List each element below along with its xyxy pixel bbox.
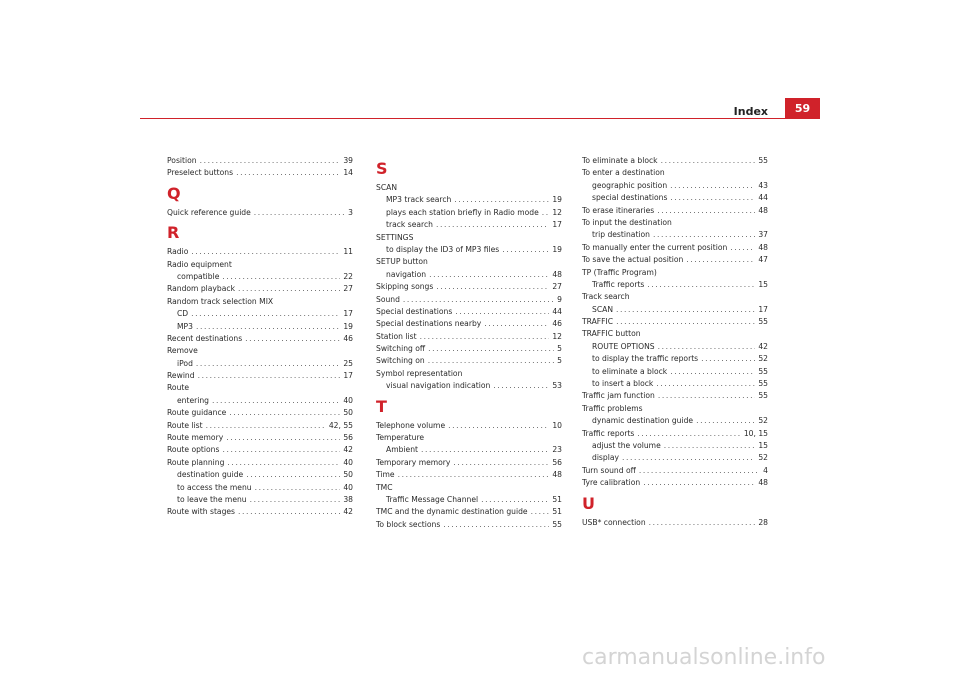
entry-page-number: 40 bbox=[343, 457, 353, 467]
entry-text: Random playback bbox=[167, 284, 235, 294]
entry-text: Skipping songs bbox=[376, 282, 434, 292]
entry-text: to display the ID3 of MP3 files bbox=[386, 244, 500, 254]
index-subentry bbox=[167, 358, 353, 370]
index-subentry bbox=[582, 440, 768, 452]
index-entry bbox=[376, 343, 562, 355]
dot-leader bbox=[658, 390, 756, 402]
entry-text: CD bbox=[177, 309, 189, 319]
dot-leader bbox=[403, 294, 554, 306]
dot-leader bbox=[481, 494, 549, 506]
entry-text: To manually enter the current position bbox=[582, 242, 728, 252]
entry-page-number: 46 bbox=[552, 319, 562, 329]
dot-leader bbox=[191, 308, 340, 320]
entry-page-number: 19 bbox=[343, 321, 353, 331]
dot-leader bbox=[428, 343, 554, 355]
dot-leader bbox=[420, 331, 550, 343]
entry-page-number: 12 bbox=[552, 331, 562, 341]
entry-page-number: 55 bbox=[758, 156, 768, 165]
header-divider bbox=[140, 118, 820, 119]
dot-leader bbox=[198, 370, 341, 382]
dot-leader bbox=[670, 366, 755, 378]
entry-page-number: 17 bbox=[343, 371, 353, 381]
index-subentry bbox=[582, 341, 768, 353]
index-heading bbox=[376, 232, 562, 244]
dot-leader bbox=[670, 180, 755, 192]
dot-leader bbox=[448, 420, 549, 432]
index-subentry bbox=[582, 192, 768, 204]
entry-text: Traffic reports bbox=[582, 428, 635, 438]
entry-page-number: 55 bbox=[552, 519, 562, 529]
index-subentry bbox=[167, 308, 353, 320]
entry-text: Switching off bbox=[376, 344, 426, 354]
index-subentry bbox=[582, 366, 768, 378]
index-heading bbox=[376, 368, 562, 380]
index-entry bbox=[376, 281, 562, 293]
entry-text: MP3 bbox=[177, 321, 193, 331]
index-subentry bbox=[582, 229, 768, 241]
index-entry bbox=[582, 254, 768, 266]
index-heading bbox=[167, 382, 353, 394]
index-heading bbox=[376, 256, 562, 268]
entry-page-number: 11 bbox=[343, 247, 353, 257]
entry-page-number: 56 bbox=[552, 457, 562, 467]
index-entry bbox=[167, 506, 353, 518]
section-letter: R bbox=[167, 223, 180, 243]
dot-leader bbox=[661, 155, 756, 167]
index-heading bbox=[376, 432, 562, 444]
dot-leader bbox=[670, 192, 755, 204]
entry-page-number: 55 bbox=[758, 391, 768, 401]
index-heading-text: TP (Traffic Program) bbox=[582, 267, 657, 277]
entry-page-number: 37 bbox=[758, 230, 768, 240]
index-entry bbox=[582, 316, 768, 328]
entry-page-number: 15 bbox=[758, 279, 768, 289]
entry-page-number: 48 bbox=[758, 242, 768, 252]
entry-text: to leave the menu bbox=[177, 494, 247, 504]
entry-text: to insert a block bbox=[592, 379, 654, 389]
index-heading bbox=[167, 296, 353, 308]
index-subentry bbox=[376, 244, 562, 256]
entry-page-number: 48 bbox=[552, 470, 562, 480]
entry-page-number: 40 bbox=[343, 482, 353, 492]
index-entry bbox=[376, 331, 562, 343]
entry-page-number: 50 bbox=[343, 408, 353, 418]
dot-leader bbox=[238, 506, 340, 518]
dot-leader bbox=[616, 316, 755, 328]
index-heading-text: Track search bbox=[582, 292, 630, 302]
entry-page-number: 27 bbox=[552, 282, 562, 292]
index-entry bbox=[376, 506, 562, 518]
entry-page-number: 52 bbox=[758, 453, 768, 463]
entry-page-number: 42, 55 bbox=[328, 420, 353, 430]
index-subentry bbox=[376, 194, 562, 206]
watermark-text: carmanualsonline.info bbox=[582, 645, 826, 670]
entry-page-number: 55 bbox=[758, 366, 768, 376]
index-heading-text: TMC bbox=[376, 482, 393, 492]
entry-text: Traffic reports bbox=[592, 279, 645, 289]
entry-page-number: 10, 15 bbox=[743, 428, 768, 438]
entry-page-number: 14 bbox=[343, 168, 353, 178]
index-column-2 bbox=[376, 155, 562, 531]
dot-leader bbox=[250, 494, 341, 506]
entry-text: USB* connection bbox=[582, 517, 646, 527]
index-heading-text: Symbol representation bbox=[376, 368, 463, 378]
entry-page-number: 42 bbox=[758, 341, 768, 351]
entry-page-number: 48 bbox=[758, 205, 768, 215]
entry-text: display bbox=[592, 453, 619, 463]
index-entry bbox=[167, 370, 353, 382]
index-heading-text: Traffic problems bbox=[582, 403, 643, 413]
entry-text: Recent destinations bbox=[167, 333, 243, 343]
index-subentry bbox=[167, 395, 353, 407]
entry-page-number: 5 bbox=[557, 356, 562, 366]
entry-text: TRAFFIC bbox=[582, 317, 614, 327]
index-subentry bbox=[167, 321, 353, 333]
dot-leader bbox=[222, 444, 340, 456]
index-entry bbox=[582, 428, 768, 440]
entry-page-number: 38 bbox=[343, 494, 353, 504]
entry-page-number: 17 bbox=[552, 220, 562, 230]
index-subentry bbox=[376, 444, 562, 456]
entry-text: Route guidance bbox=[167, 408, 227, 418]
entry-text: To eliminate a block bbox=[582, 156, 658, 165]
dot-leader bbox=[484, 318, 549, 330]
dot-leader bbox=[212, 395, 340, 407]
index-entry bbox=[376, 318, 562, 330]
entry-page-number: 55 bbox=[758, 379, 768, 389]
entry-page-number: 25 bbox=[343, 358, 353, 368]
index-heading-text: To enter a destination bbox=[582, 168, 665, 178]
dot-leader bbox=[191, 246, 340, 258]
entry-text: Radio bbox=[167, 247, 189, 257]
index-entry bbox=[167, 283, 353, 295]
dot-leader bbox=[238, 283, 340, 295]
entry-page-number: 40 bbox=[343, 395, 353, 405]
entry-text: Route memory bbox=[167, 433, 224, 443]
entry-text: to access the menu bbox=[177, 482, 252, 492]
dot-leader bbox=[622, 452, 755, 464]
index-heading-text: To input the destination bbox=[582, 217, 672, 227]
entry-page-number: 19 bbox=[552, 244, 562, 254]
entry-page-number: 46 bbox=[343, 333, 353, 343]
entry-page-number: 9 bbox=[557, 294, 562, 304]
dot-leader bbox=[454, 194, 549, 206]
entry-page-number: 39 bbox=[343, 156, 353, 165]
entry-page-number: 48 bbox=[758, 478, 768, 488]
dot-leader bbox=[647, 279, 755, 291]
entry-text: MP3 track search bbox=[386, 195, 452, 205]
entry-page-number: 52 bbox=[758, 354, 768, 364]
entry-page-number: 53 bbox=[552, 381, 562, 391]
index-heading-text: SETUP button bbox=[376, 257, 428, 267]
index-subentry bbox=[376, 269, 562, 281]
index-heading bbox=[582, 403, 768, 415]
index-subentry bbox=[376, 207, 562, 219]
entry-page-number: 42 bbox=[343, 507, 353, 517]
entry-text: Special destinations bbox=[376, 306, 453, 316]
index-entry bbox=[582, 390, 768, 402]
entry-page-number: 50 bbox=[343, 470, 353, 480]
entry-text: To block sections bbox=[376, 519, 441, 529]
dot-leader bbox=[429, 269, 549, 281]
entry-text: to eliminate a block bbox=[592, 366, 668, 376]
entry-page-number: 47 bbox=[758, 255, 768, 265]
index-heading-text: Temperature bbox=[376, 433, 425, 443]
entry-page-number: 44 bbox=[758, 193, 768, 203]
entry-text: Sound bbox=[376, 294, 400, 304]
entry-text: Traffic Message Channel bbox=[386, 494, 479, 504]
dot-leader bbox=[657, 205, 755, 217]
entry-page-number: 52 bbox=[758, 416, 768, 426]
index-heading bbox=[582, 217, 768, 229]
entry-text: TMC and the dynamic destination guide bbox=[376, 507, 528, 517]
entry-text: iPod bbox=[177, 358, 193, 368]
index-subentry bbox=[582, 304, 768, 316]
dot-leader bbox=[421, 444, 549, 456]
dot-leader bbox=[542, 207, 550, 219]
section-letter: T bbox=[376, 396, 387, 416]
index-entry bbox=[582, 205, 768, 217]
index-subentry bbox=[582, 353, 768, 365]
dot-leader bbox=[436, 281, 549, 293]
entry-text: Switching on bbox=[376, 356, 425, 366]
dot-leader bbox=[428, 355, 554, 367]
entry-text: destination guide bbox=[177, 470, 244, 480]
entry-text: Route options bbox=[167, 445, 220, 455]
entry-text: to display the traffic reports bbox=[592, 354, 699, 364]
entry-page-number: 10 bbox=[552, 420, 562, 430]
dot-leader bbox=[637, 428, 740, 440]
dot-leader bbox=[246, 469, 340, 481]
index-entry bbox=[582, 517, 768, 529]
index-heading-text: TRAFFIC button bbox=[582, 329, 641, 339]
page-header-title: Index bbox=[733, 105, 768, 118]
index-entry bbox=[376, 420, 562, 432]
index-entry bbox=[167, 407, 353, 419]
entry-text: Station list bbox=[376, 331, 417, 341]
entry-page-number: 15 bbox=[758, 440, 768, 450]
index-entry bbox=[167, 432, 353, 444]
dot-leader bbox=[643, 477, 755, 489]
entry-text: To save the actual position bbox=[582, 255, 684, 265]
index-subentry bbox=[376, 494, 562, 506]
dot-leader bbox=[453, 457, 549, 469]
index-entry bbox=[167, 246, 353, 258]
dot-leader bbox=[730, 242, 755, 254]
dot-leader bbox=[229, 407, 340, 419]
index-heading-text: Route bbox=[167, 383, 190, 393]
entry-page-number: 4 bbox=[763, 465, 768, 475]
index-entry bbox=[582, 465, 768, 477]
entry-page-number: 42 bbox=[343, 445, 353, 455]
entry-text: entering bbox=[177, 395, 209, 405]
entry-page-number: 51 bbox=[552, 507, 562, 517]
dot-leader bbox=[616, 304, 755, 316]
entry-text: Rewind bbox=[167, 371, 195, 381]
entry-page-number: 56 bbox=[343, 433, 353, 443]
index-subentry bbox=[167, 494, 353, 506]
entry-text: Preselect buttons bbox=[167, 168, 234, 178]
dot-leader bbox=[196, 321, 340, 333]
dot-leader bbox=[436, 219, 549, 231]
entry-page-number: 5 bbox=[557, 344, 562, 354]
dot-leader bbox=[254, 207, 345, 219]
index-heading bbox=[582, 167, 768, 179]
entry-page-number: 3 bbox=[348, 207, 353, 217]
dot-leader bbox=[664, 440, 756, 452]
entry-text: Special destinations nearby bbox=[376, 319, 482, 329]
page-number-tab: 59 bbox=[785, 98, 820, 118]
dot-leader bbox=[222, 271, 340, 283]
index-subentry bbox=[582, 415, 768, 427]
entry-page-number: 17 bbox=[758, 304, 768, 314]
index-subentry bbox=[167, 482, 353, 494]
index-column-1 bbox=[167, 155, 353, 519]
index-heading bbox=[582, 328, 768, 340]
index-entry bbox=[582, 155, 768, 167]
entry-text: visual navigation indication bbox=[386, 381, 491, 391]
dot-leader bbox=[227, 457, 340, 469]
entry-page-number: 17 bbox=[343, 309, 353, 319]
entry-text: Turn sound off bbox=[582, 465, 636, 475]
dot-leader bbox=[398, 469, 550, 481]
index-entry bbox=[376, 457, 562, 469]
dot-leader bbox=[226, 432, 340, 444]
entry-text: Route list bbox=[167, 420, 203, 430]
index-heading bbox=[376, 482, 562, 494]
dot-leader bbox=[639, 465, 760, 477]
index-heading bbox=[582, 267, 768, 279]
dot-leader bbox=[196, 358, 340, 370]
entry-page-number: 44 bbox=[552, 306, 562, 316]
dot-leader bbox=[455, 306, 549, 318]
section-letter: S bbox=[376, 159, 388, 178]
dot-leader bbox=[236, 167, 340, 179]
index-entry bbox=[376, 294, 562, 306]
entry-page-number: 27 bbox=[343, 284, 353, 294]
index-subentry bbox=[167, 469, 353, 481]
index-entry bbox=[167, 167, 353, 179]
index-heading-text: Random track selection MIX bbox=[167, 296, 274, 306]
dot-leader bbox=[531, 506, 550, 518]
index-entry bbox=[376, 519, 562, 531]
index-column-3 bbox=[582, 155, 768, 529]
index-entry bbox=[167, 457, 353, 469]
entry-text: compatible bbox=[177, 271, 220, 281]
entry-text: Temporary memory bbox=[376, 457, 451, 467]
dot-leader bbox=[443, 519, 549, 531]
entry-text: adjust the volume bbox=[592, 440, 661, 450]
index-entry bbox=[582, 242, 768, 254]
dot-leader bbox=[658, 341, 756, 353]
dot-leader bbox=[653, 229, 755, 241]
entry-text: plays each station briefly in Radio mode bbox=[386, 207, 539, 217]
index-entry bbox=[167, 207, 353, 219]
entry-page-number: 23 bbox=[552, 445, 562, 455]
entry-text: Quick reference guide bbox=[167, 207, 251, 217]
section-letter: U bbox=[582, 493, 595, 513]
entry-text: geographic position bbox=[592, 180, 668, 190]
index-subentry bbox=[376, 380, 562, 392]
entry-page-number: 12 bbox=[552, 207, 562, 217]
index-heading bbox=[376, 182, 562, 194]
entry-text: Time bbox=[376, 470, 395, 480]
entry-text: ROUTE OPTIONS bbox=[592, 341, 655, 351]
entry-page-number: 51 bbox=[552, 494, 562, 504]
index-entry bbox=[376, 469, 562, 481]
dot-leader bbox=[696, 415, 755, 427]
index-subentry bbox=[376, 219, 562, 231]
index-entry bbox=[376, 355, 562, 367]
entry-page-number: 19 bbox=[552, 195, 562, 205]
entry-text: Traffic jam function bbox=[582, 391, 655, 401]
index-heading-text: Remove bbox=[167, 346, 198, 356]
index-entry bbox=[167, 333, 353, 345]
entry-text: Ambient bbox=[386, 445, 418, 455]
index-heading bbox=[167, 345, 353, 357]
entry-page-number: 22 bbox=[343, 271, 353, 281]
entry-text: Route planning bbox=[167, 457, 225, 467]
index-subentry bbox=[167, 271, 353, 283]
entry-page-number: 48 bbox=[552, 269, 562, 279]
dot-leader bbox=[649, 517, 756, 529]
index-entry bbox=[167, 444, 353, 456]
entry-text: SCAN bbox=[592, 304, 613, 314]
index-heading-text: SETTINGS bbox=[376, 232, 414, 242]
dot-leader bbox=[255, 482, 341, 494]
dot-leader bbox=[701, 353, 755, 365]
entry-text: dynamic destination guide bbox=[592, 416, 694, 426]
entry-text: navigation bbox=[386, 269, 427, 279]
dot-leader bbox=[686, 254, 755, 266]
entry-text: Position bbox=[167, 156, 197, 165]
entry-text: trip destination bbox=[592, 230, 650, 240]
index-entry bbox=[167, 155, 353, 167]
entry-text: Tyre calibration bbox=[582, 478, 641, 488]
index-subentry bbox=[582, 279, 768, 291]
entry-text: To erase itineraries bbox=[582, 205, 655, 215]
entry-text: Route with stages bbox=[167, 507, 236, 517]
entry-page-number: 55 bbox=[758, 317, 768, 327]
index-subentry bbox=[582, 378, 768, 390]
index-heading bbox=[582, 291, 768, 303]
entry-text: special destinations bbox=[592, 193, 668, 203]
index-subentry bbox=[582, 180, 768, 192]
index-entry bbox=[167, 420, 353, 432]
index-entry bbox=[582, 477, 768, 489]
entry-page-number: 43 bbox=[758, 180, 768, 190]
dot-leader bbox=[200, 155, 341, 167]
section-letter: Q bbox=[167, 183, 181, 203]
index-subentry bbox=[582, 452, 768, 464]
dot-leader bbox=[245, 333, 340, 345]
dot-leader bbox=[656, 378, 755, 390]
index-heading bbox=[167, 259, 353, 271]
dot-leader bbox=[206, 420, 326, 432]
index-entry bbox=[376, 306, 562, 318]
entry-page-number: 28 bbox=[758, 517, 768, 527]
entry-text: Telephone volume bbox=[376, 420, 446, 430]
index-heading-text: Radio equipment bbox=[167, 259, 232, 269]
dot-leader bbox=[493, 380, 549, 392]
dot-leader bbox=[502, 244, 549, 256]
entry-text: track search bbox=[386, 220, 433, 230]
index-heading-text: SCAN bbox=[376, 183, 397, 192]
